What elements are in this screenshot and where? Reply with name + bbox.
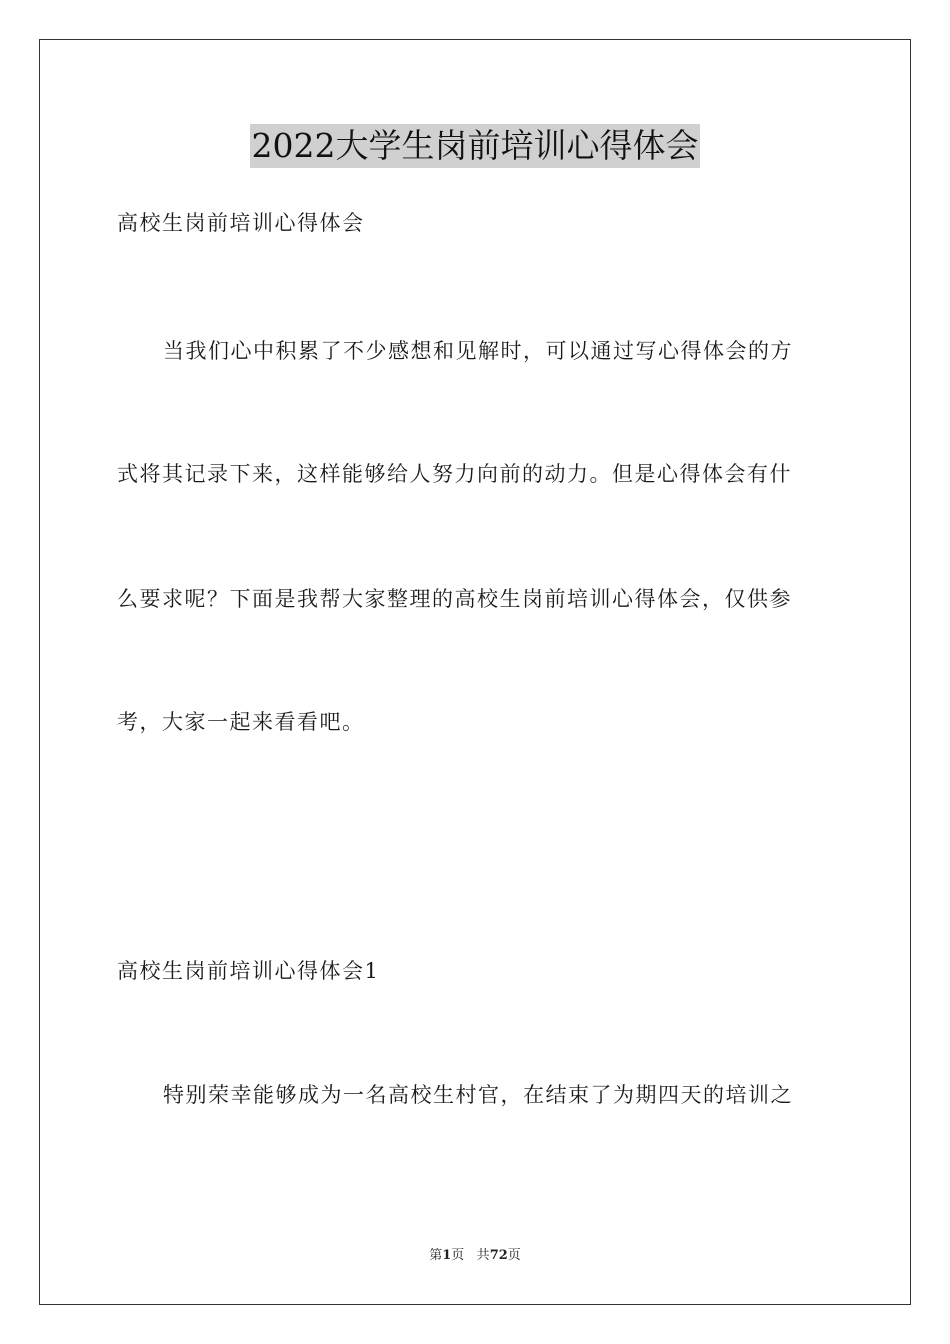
title-container [0, 124, 950, 168]
intro-line-1: 当我们心中积累了不少感想和见解时，可以通过写心得体会的方 [163, 339, 793, 363]
footer-total-suffix: 页 [507, 1248, 521, 1263]
document-title: 2022大学生岗前培训心得体会 [250, 124, 701, 168]
intro-line-2: 式将其记录下来，这样能够给人努力向前的动力。但是心得体会有什 [117, 462, 792, 486]
document-subtitle: 高校生岗前培训心得体会 [117, 211, 365, 235]
footer-page-number: 1 [442, 1248, 452, 1263]
intro-line-3: 么要求呢？下面是我帮大家整理的高校生岗前培训心得体会，仅供参 [117, 587, 792, 611]
footer-total-prefix: 共 [476, 1248, 490, 1263]
footer-page-prefix: 第 [429, 1248, 443, 1263]
intro-line-4: 考，大家一起来看看吧。 [117, 710, 365, 734]
page-footer [0, 1247, 950, 1265]
footer-total-pages: 72 [489, 1248, 508, 1263]
section-line-1: 特别荣幸能够成为一名高校生村官，在结束了为期四天的培训之 [163, 1083, 793, 1107]
footer-page-suffix: 页 [451, 1248, 465, 1263]
section-heading: 高校生岗前培训心得体会1 [117, 959, 380, 983]
